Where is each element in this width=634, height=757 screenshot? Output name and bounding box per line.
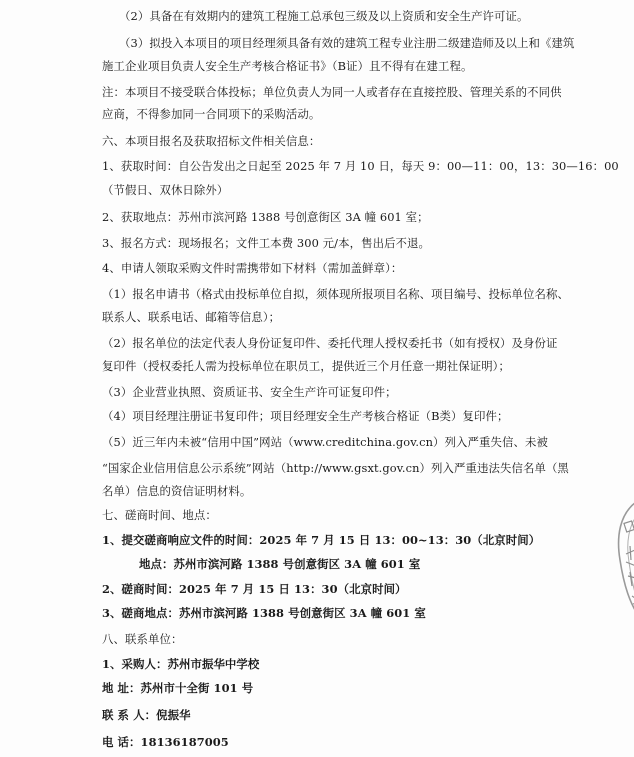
text-line-18: （5）近三年内未被“信用中国”网站（www.creditchina.gov.cn）列入严重失信、未被 xyxy=(102,435,548,449)
text-line-19: “国家企业信用信息公示系统”网站（http://www.gsxt.gov.cn）列入严重违法失信名单（黑 xyxy=(102,461,569,475)
text-line-10: 3、报名方式：现场报名；文件工本费 300 元/本，售出后不退。 xyxy=(102,236,431,250)
text-line-28: 地 址：苏州市十全街 101 号 xyxy=(102,681,254,695)
text-line-23: 地点：苏州市滨河路 1388 号创意街区 3A 幢 601 室 xyxy=(139,557,421,571)
text-line-14: （2）报名单位的法定代表人身份证复印件、委托代理人授权委托书（如有授权）及身份证 xyxy=(102,336,558,350)
text-line-29: 联 系 人：倪振华 xyxy=(102,708,191,722)
text-line-2: （3）拟投入本项目的项目经理须具备有效的建筑工程专业注册二级建造师及以上和《建筑 xyxy=(119,36,575,50)
text-line-3: 施工企业项目负责人安全生产考核合格证书》（B证）且不得有在建工程。 xyxy=(102,59,473,73)
text-line-1: （2）具备在有效期内的建筑工程施工总承包三级及以上资质和安全生产许可证。 xyxy=(119,9,529,23)
text-line-30: 电 话：18136187005 xyxy=(102,735,229,749)
text-line-22: 1、提交磋商响应文件的时间：2025 年 7 月 15 日 13：00~13：30（北京时间） xyxy=(102,533,541,547)
text-line-20: 名单）信息的资信证明材料。 xyxy=(102,484,252,498)
text-line-8: （节假日、双休日除外） xyxy=(102,183,229,197)
text-line-16: （3）企业营业执照、资质证书、安全生产许可证复印件； xyxy=(102,385,397,399)
text-line-25: 3、磋商地点：苏州市滨河路 1388 号创意街区 3A 幢 601 室 xyxy=(102,606,426,620)
text-line-12: （1）报名申请书（格式由投标单位自拟，须体现所报项目名称、项目编号、投标单位名称、 xyxy=(102,287,569,301)
text-line-13: 联系人、联系电话、邮箱等信息）； xyxy=(102,310,281,324)
text-line-5: 应商，不得参加同一合同项下的采购活动。 xyxy=(102,107,321,121)
text-line-27: 1、采购人：苏州市振华中学校 xyxy=(102,657,260,671)
partial-stamp-icon xyxy=(606,500,634,620)
section-heading-7: 七、磋商时间、地点： xyxy=(102,508,217,522)
section-heading-8: 八、联系单位： xyxy=(102,632,183,646)
text-line-24: 2、磋商时间：2025 年 7 月 15 日 13：30（北京时间） xyxy=(102,582,407,596)
section-heading-6: 六、本项目报名及获取招标文件相关信息： xyxy=(102,134,321,148)
text-line-17: （4）项目经理注册证书复印件；项目经理安全生产考核合格证（B类）复印件； xyxy=(102,409,509,423)
text-line-15: 复印件（授权委托人需为投标单位在职员工，提供近三个月任意一期社保证明）； xyxy=(102,359,510,373)
text-line-7: 1、获取时间：自公告发出之日起至 2025 年 7 月 10 日，每天 9：00—11：00，13：30—16：00 xyxy=(102,159,619,173)
text-line-9: 2、获取地点：苏州市滨河路 1388 号创意街区 3A 幢 601 室； xyxy=(102,210,429,224)
text-line-4: 注：本项目不接受联合体投标；单位负责人为同一人或者存在直接控股、管理关系的不同供 xyxy=(102,85,562,99)
text-line-11: 4、申请人领取采购文件时需携带如下材料（需加盖鲜章）： xyxy=(102,261,403,275)
